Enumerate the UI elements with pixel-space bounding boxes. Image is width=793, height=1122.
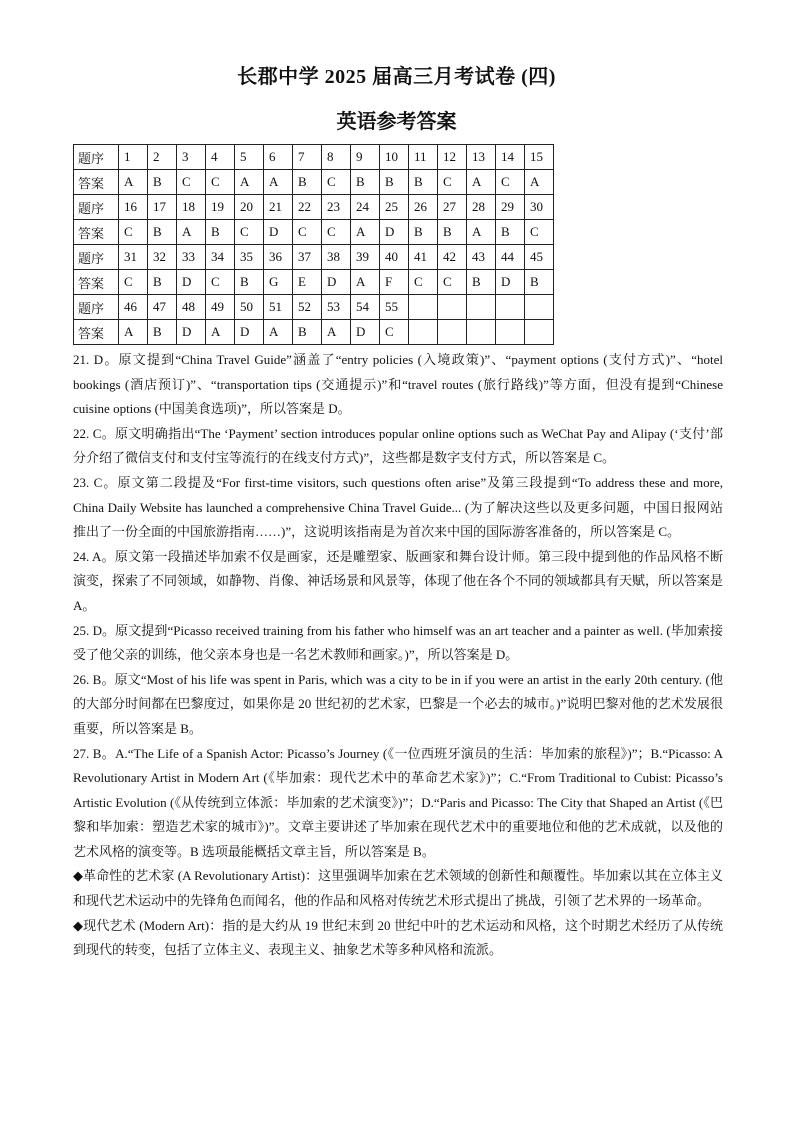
answer-cell xyxy=(467,320,496,345)
answer-row xyxy=(74,320,554,345)
question-number-cell: 33 xyxy=(177,245,206,270)
question-number-cell: 4 xyxy=(206,145,235,170)
explanation-27: 27. B。A.“The Life of a Spanish Actor: Picasso’s Journey (《一位西班牙演员的生活：毕加索的旅程》)”；B.“Picasso: A Revolutionary Artist in Modern Art (《毕加索：现代艺术中的革命艺术家》)”；C.“From Traditional to Cubist: Picasso’s Artistic Evolution (《从传统到立体派：毕加索的艺术演变》)”；D.“Paris and Picasso: The City that Shaped an Artist (《巴黎和毕加索：塑造艺术家的城市》)”。文章主要讲述了毕加索在现代艺术中的重要地位和他的艺术成就，以及他的艺术风格的演变等。B 选项最能概括文章主旨，所以答案是 B。 xyxy=(73,745,723,859)
question-row-label: 题序 xyxy=(74,295,119,320)
answer-cell: C xyxy=(496,170,525,195)
question-number-cell: 41 xyxy=(409,245,438,270)
answer-row xyxy=(74,220,554,245)
answer-cell: B xyxy=(235,270,264,295)
note-modern-art: ◆现代艺术 (Modern Art)：指的是大约从 19 世纪末到 20 世纪中叶的艺术运动和风格，这个时期艺术经历了从传统到现代的转变，包括了立体主义、表现主义、抽象艺术等多种风格和流派。 xyxy=(73,917,723,958)
answer-cell: A xyxy=(177,220,206,245)
question-number-cell: 24 xyxy=(351,195,380,220)
question-number-cell: 9 xyxy=(351,145,380,170)
answer-cell: B xyxy=(380,170,409,195)
answer-cell: B xyxy=(525,270,554,295)
answer-cell: G xyxy=(264,270,293,295)
question-number-cell: 29 xyxy=(496,195,525,220)
explanation-21: 21. D。原文提到“China Travel Guide”涵盖了“entry policies (入境政策)”、“payment options (支付方式)”、“hotel bookings (酒店预订)”、“transportation tips (交通提示)”和“travel routes (旅行路线)”等方面，但没有提到“Chinese cuisine options (中国美食选项)”，所以答案是 D。 xyxy=(73,352,723,417)
answer-row-label: 答案 xyxy=(74,220,119,245)
answer-cell: B xyxy=(438,220,467,245)
question-number-cell: 38 xyxy=(322,245,351,270)
question-number-cell: 42 xyxy=(438,245,467,270)
question-number-cell: 19 xyxy=(206,195,235,220)
question-number-cell: 17 xyxy=(148,195,177,220)
question-number-cell: 6 xyxy=(264,145,293,170)
answer-cell: A xyxy=(235,170,264,195)
question-number-cell xyxy=(409,295,438,320)
answer-cell: F xyxy=(380,270,409,295)
question-number-cell: 25 xyxy=(380,195,409,220)
answer-cell: C xyxy=(119,220,148,245)
note-revolutionary-artist: ◆革命性的艺术家 (A Revolutionary Artist)：这里强调毕加索在艺术领域的创新性和颠覆性。毕加索以其在立体主义和现代艺术运动中的先锋角色而闻名，他的作品和风格对传统艺术形式提出了挑战，引领了艺术界的一场革命。 xyxy=(73,868,723,909)
question-number-cell: 13 xyxy=(467,145,496,170)
answer-cell: C xyxy=(177,170,206,195)
explanation-23: 23. C。原文第二段提及“For first-time visitors, such questions often arise”及第三段提到“To address these and more, China Daily Website has launched a comprehensive China Travel Guide... (为了解决这些以及更多问题，中国日报网站推出了一份全面的中国旅游指南……)”，这说明该指南是为首次来中国的国际游客准备的，所以答案是 C。 xyxy=(73,474,723,540)
question-number-cell: 22 xyxy=(293,195,322,220)
answer-cell: A xyxy=(264,320,293,345)
question-number-cell: 51 xyxy=(264,295,293,320)
explanation-22: 22. C。原文明确指出“The ‘Payment’ section introduces popular online options such as WeChat Pay and Alipay (‘支付’部分介绍了微信支付和支付宝等流行的在线支付方式)”，这些都是数字支付方式，所以答案是 C。 xyxy=(73,425,723,466)
question-number-cell: 53 xyxy=(322,295,351,320)
answer-cell: D xyxy=(235,320,264,345)
question-number-cell: 34 xyxy=(206,245,235,270)
answer-cell: B xyxy=(467,270,496,295)
question-number-cell: 23 xyxy=(322,195,351,220)
answer-cell: B xyxy=(148,220,177,245)
answer-cell: D xyxy=(496,270,525,295)
answer-cell: C xyxy=(438,270,467,295)
answer-cell xyxy=(438,320,467,345)
question-row-label: 题序 xyxy=(74,195,119,220)
answer-cell: A xyxy=(206,320,235,345)
question-number-cell: 37 xyxy=(293,245,322,270)
answer-row-label: 答案 xyxy=(74,170,119,195)
question-number-cell: 32 xyxy=(148,245,177,270)
explanations xyxy=(73,348,723,963)
question-number-cell: 1 xyxy=(119,145,148,170)
question-row xyxy=(74,295,554,320)
question-number-cell: 36 xyxy=(264,245,293,270)
answer-cell: C xyxy=(322,220,351,245)
answer-cell: A xyxy=(351,220,380,245)
question-number-cell: 47 xyxy=(148,295,177,320)
question-number-cell: 49 xyxy=(206,295,235,320)
answer-cell: C xyxy=(525,220,554,245)
answer-cell: B xyxy=(206,220,235,245)
question-number-cell xyxy=(438,295,467,320)
answer-cell: B xyxy=(409,220,438,245)
answer-cell: C xyxy=(293,220,322,245)
page-title: 长郡中学 2025 届高三月考试卷 (四) xyxy=(237,66,556,88)
question-number-cell: 26 xyxy=(409,195,438,220)
answer-cell: B xyxy=(148,320,177,345)
question-number-cell: 39 xyxy=(351,245,380,270)
question-number-cell: 14 xyxy=(496,145,525,170)
answer-cell: A xyxy=(467,170,496,195)
question-number-cell: 46 xyxy=(119,295,148,320)
answer-cell: D xyxy=(351,320,380,345)
answer-cell: B xyxy=(496,220,525,245)
question-number-cell: 40 xyxy=(380,245,409,270)
explanation-26: 26. B。原文“Most of his life was spent in Paris, which was a city to be in if you were an artist in the early 20th century. (他的大部分时间都在巴黎度过，如果你是 20 世纪初的艺术家，巴黎是一个必去的城市。)”说明巴黎对他的艺术发展很重要，所以答案是 B。 xyxy=(73,671,723,736)
question-number-cell: 21 xyxy=(264,195,293,220)
answer-cell: C xyxy=(322,170,351,195)
answer-cell: D xyxy=(380,220,409,245)
question-number-cell: 45 xyxy=(525,245,554,270)
question-number-cell: 20 xyxy=(235,195,264,220)
question-number-cell xyxy=(496,295,525,320)
question-number-cell: 3 xyxy=(177,145,206,170)
answer-row-label: 答案 xyxy=(74,270,119,295)
answer-cell: A xyxy=(467,220,496,245)
answer-cell: C xyxy=(235,220,264,245)
explanation-24: 24. A。原文第一段描述毕加索不仅是画家，还是雕塑家、版画家和舞台设计师。第三段中提到他的作品风格不断演变，探索了不同领域，如静物、肖像、神话场景和风景等，体现了他在各个不同的领域都具有天赋，所以答案是 A。 xyxy=(73,548,724,613)
answer-table xyxy=(73,144,554,345)
question-number-cell: 44 xyxy=(496,245,525,270)
answer-cell: C xyxy=(206,270,235,295)
answer-cell: A xyxy=(264,170,293,195)
answer-cell: D xyxy=(322,270,351,295)
answer-row xyxy=(74,270,554,295)
answer-cell: A xyxy=(351,270,380,295)
page-subtitle: 英语参考答案 xyxy=(336,111,457,133)
answer-cell: B xyxy=(409,170,438,195)
answer-cell: E xyxy=(293,270,322,295)
answer-cell: B xyxy=(351,170,380,195)
question-number-cell: 2 xyxy=(148,145,177,170)
answer-cell xyxy=(525,320,554,345)
answer-cell: C xyxy=(119,270,148,295)
answer-cell: B xyxy=(148,170,177,195)
answer-row xyxy=(74,170,554,195)
answer-cell: C xyxy=(380,320,409,345)
answer-cell: C xyxy=(206,170,235,195)
answer-cell: C xyxy=(409,270,438,295)
question-number-cell: 50 xyxy=(235,295,264,320)
question-number-cell: 31 xyxy=(119,245,148,270)
question-number-cell: 43 xyxy=(467,245,496,270)
question-number-cell xyxy=(525,295,554,320)
question-row xyxy=(74,195,554,220)
question-row xyxy=(74,145,554,170)
question-number-cell: 8 xyxy=(322,145,351,170)
answer-cell: B xyxy=(293,320,322,345)
question-number-cell: 27 xyxy=(438,195,467,220)
question-number-cell: 35 xyxy=(235,245,264,270)
question-row-label: 题序 xyxy=(74,245,119,270)
question-number-cell xyxy=(467,295,496,320)
answer-cell xyxy=(496,320,525,345)
question-number-cell: 54 xyxy=(351,295,380,320)
answer-cell: A xyxy=(322,320,351,345)
answer-cell: A xyxy=(119,170,148,195)
answer-cell: B xyxy=(293,170,322,195)
question-number-cell: 18 xyxy=(177,195,206,220)
question-number-cell: 28 xyxy=(467,195,496,220)
question-row-label: 题序 xyxy=(74,145,119,170)
question-number-cell: 48 xyxy=(177,295,206,320)
question-number-cell: 10 xyxy=(380,145,409,170)
answer-row-label: 答案 xyxy=(74,320,119,345)
question-number-cell: 30 xyxy=(525,195,554,220)
answer-cell: A xyxy=(119,320,148,345)
question-number-cell: 52 xyxy=(293,295,322,320)
question-number-cell: 11 xyxy=(409,145,438,170)
question-number-cell: 12 xyxy=(438,145,467,170)
answer-cell xyxy=(409,320,438,345)
answer-cell: D xyxy=(177,270,206,295)
question-number-cell: 5 xyxy=(235,145,264,170)
answer-cell: D xyxy=(177,320,206,345)
question-row xyxy=(74,245,554,270)
answer-cell: D xyxy=(264,220,293,245)
answer-cell: C xyxy=(438,170,467,195)
explanation-25: 25. D。原文提到“Picasso received training from his father who himself was an art teacher and a painter as well. (毕加索接受了他父亲的训练，他父亲本身也是一名艺术教师和画家。)”，所以答案是 D。 xyxy=(73,622,723,663)
question-number-cell: 15 xyxy=(525,145,554,170)
answer-cell: A xyxy=(525,170,554,195)
question-number-cell: 7 xyxy=(293,145,322,170)
question-number-cell: 16 xyxy=(119,195,148,220)
question-number-cell: 55 xyxy=(380,295,409,320)
answer-cell: B xyxy=(148,270,177,295)
